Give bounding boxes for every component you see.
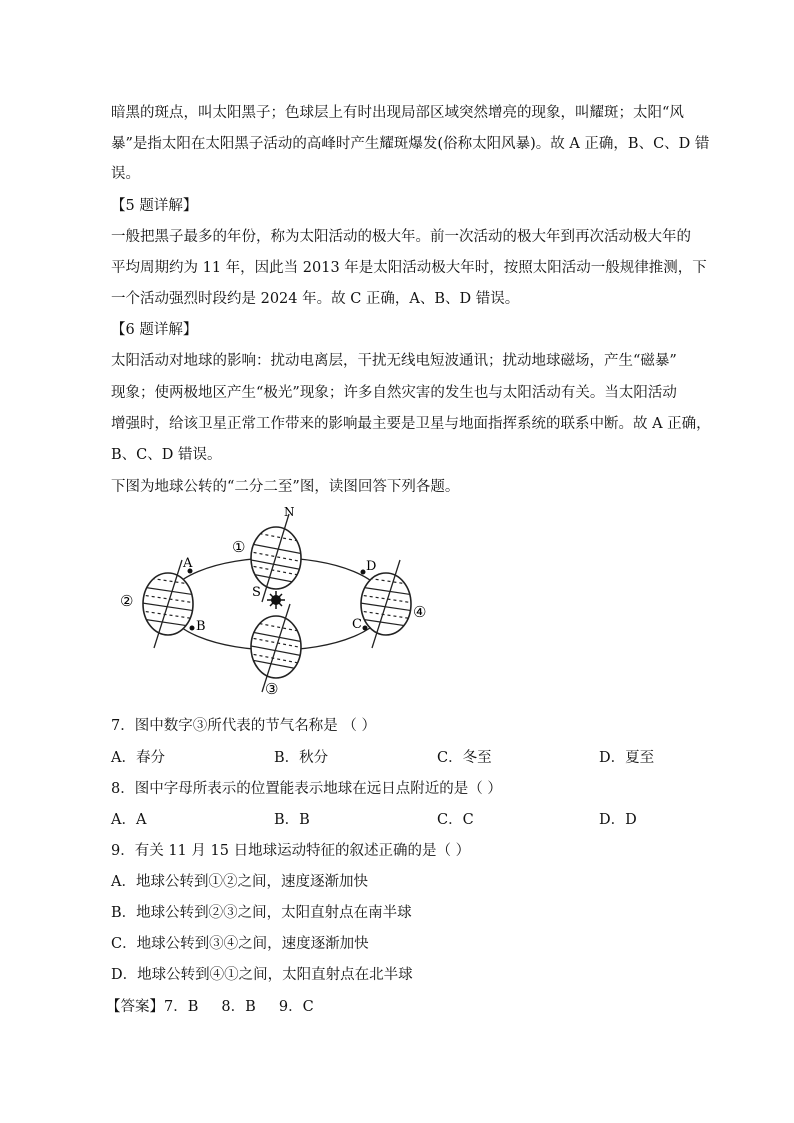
orbit-point-b: [190, 626, 195, 631]
label-point-c: C: [352, 617, 362, 632]
q5-explanation-line: 平均周期约为 11 年，因此当 2013 年是太阳活动极大年时，按照太阳活动一般规律推测，下: [111, 260, 707, 276]
label-point-d: D: [366, 559, 377, 574]
label-position-1: ①: [232, 538, 246, 556]
question-9-option-c[interactable]: C．地球公转到③④之间，速度逐渐加快: [111, 936, 369, 952]
question-9-option-d[interactable]: D．地球公转到④①之间，太阳直射点在北半球: [111, 967, 413, 983]
question-8-stem: 8．图中字母所表示的位置能表示地球在远日点附近的是（ ）: [111, 781, 502, 797]
explanation-line: 暗黑的斑点，叫太阳黑子；色球层上有时出现局部区域突然增亮的现象，叫耀斑；太阳“风: [111, 105, 684, 121]
q6-explanation-line: 增强时，给该卫星正常工作带来的影响最主要是卫星与地面指挥系统的联系中断。故 A 正确，: [111, 416, 711, 432]
earth-position-2: [122, 560, 216, 648]
label-south: S: [252, 585, 261, 600]
label-position-4: ④: [413, 603, 427, 621]
sun-icon: [267, 591, 285, 609]
figure-intro: 下图为地球公转的“二分二至”图，读图回答下列各题。: [111, 479, 460, 495]
explanation-line: 暴”是指太阳在太阳黑子活动的高峰时产生耀斑爆发(俗称太阳风暴)。故 A 正确，B、C、D 错: [111, 136, 710, 152]
question-7-option-c[interactable]: C．冬至: [437, 750, 492, 766]
label-position-2: ②: [120, 592, 134, 610]
answer-line: 【答案】7．B 8．B 9．C: [106, 999, 314, 1015]
explanation-line: 误。: [111, 166, 140, 182]
question-8-option-a[interactable]: A．A: [111, 812, 147, 828]
label-point-a: A: [183, 556, 193, 571]
label-position-3: ③: [265, 680, 279, 698]
q5-heading: 【5 题详解】: [111, 198, 198, 214]
q6-explanation-line: B、C、D 错误。: [111, 447, 222, 463]
q6-heading: 【6 题详解】: [111, 322, 198, 338]
question-9-stem: 9．有关 11 月 15 日地球运动特征的叙述正确的是（ ）: [111, 843, 471, 859]
earth-position-1: [230, 514, 325, 602]
question-9-option-a[interactable]: A．地球公转到①②之间，速度逐渐加快: [111, 874, 368, 890]
label-north: N: [284, 505, 295, 519]
question-7-option-a[interactable]: A．春分: [111, 750, 165, 766]
q6-explanation-line: 太阳活动对地球的影响：扰动电离层，干扰无线电短波通讯；扰动地球磁场，产生“磁暴”: [111, 353, 677, 369]
earth-orbit-diagram: [110, 500, 450, 700]
question-8-option-b[interactable]: B．B: [274, 812, 310, 828]
label-point-b: B: [196, 619, 206, 634]
question-8-option-d[interactable]: D．D: [599, 812, 637, 828]
question-7-option-d[interactable]: D．夏至: [599, 750, 655, 766]
question-9-option-b[interactable]: B．地球公转到②③之间，太阳直射点在南半球: [111, 905, 412, 921]
q5-explanation-line: 一般把黑子最多的年份，称为太阳活动的极大年。前一次活动的极大年到再次活动极大年的: [111, 229, 691, 245]
q6-explanation-line: 现象；使两极地区产生“极光”现象；许多自然灾害的发生也与太阳活动有关。当太阳活动: [111, 385, 677, 401]
orbit-point-c: [363, 626, 368, 631]
orbit-point-d: [361, 570, 366, 575]
q5-explanation-line: 一个活动强烈时段约是 2024 年。故 C 正确，A、B、D 错误。: [111, 291, 520, 307]
question-7-stem: 7．图中数字③所代表的节气名称是 （ ）: [111, 718, 376, 734]
question-7-option-b[interactable]: B．秋分: [274, 750, 329, 766]
question-8-option-c[interactable]: C．C: [437, 812, 474, 828]
